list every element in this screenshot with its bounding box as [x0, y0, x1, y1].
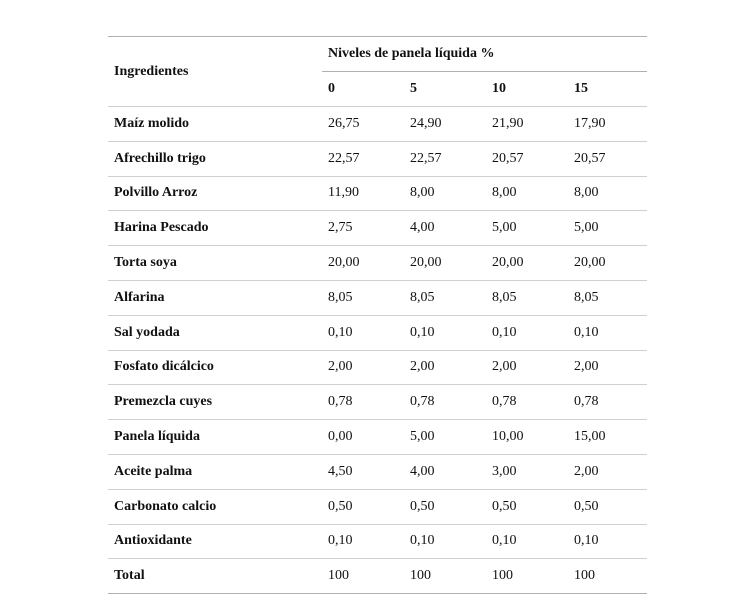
ingredient-value: 0,10 — [568, 315, 647, 350]
ingredient-name: Fosfato dicálcico — [108, 350, 322, 385]
level-header: 15 — [568, 72, 647, 107]
ingredient-name: Afrechillo trigo — [108, 141, 322, 176]
ingredient-value: 0,50 — [568, 489, 647, 524]
ingredient-name: Panela líquida — [108, 420, 322, 455]
ingredient-value: 0,50 — [322, 489, 404, 524]
level-header: 10 — [486, 72, 568, 107]
ingredient-name: Premezcla cuyes — [108, 385, 322, 420]
ingredient-value: 20,57 — [486, 141, 568, 176]
ingredient-value: 0,10 — [568, 524, 647, 559]
ingredient-value: 100 — [486, 559, 568, 594]
table-row — [108, 211, 647, 246]
level-header: 0 — [322, 72, 404, 107]
ingredient-name: Harina Pescado — [108, 211, 322, 246]
ingredients-table — [108, 36, 647, 594]
ingredient-value: 20,00 — [568, 246, 647, 281]
ingredient-value: 20,57 — [568, 141, 647, 176]
ingredient-name: Aceite palma — [108, 454, 322, 489]
ingredient-value: 5,00 — [404, 420, 486, 455]
ingredient-name: Maíz molido — [108, 107, 322, 142]
ingredients-table-container — [108, 36, 647, 594]
ingredient-value: 0,10 — [486, 315, 568, 350]
ingredient-value: 100 — [404, 559, 486, 594]
ingredient-value: 0,10 — [404, 315, 486, 350]
table-row — [108, 350, 647, 385]
ingredient-value: 24,90 — [404, 107, 486, 142]
ingredient-name: Polvillo Arroz — [108, 176, 322, 211]
ingredient-value: 2,00 — [486, 350, 568, 385]
ingredient-value: 8,00 — [486, 176, 568, 211]
ingredient-name: Torta soya — [108, 246, 322, 281]
ingredient-value: 5,00 — [568, 211, 647, 246]
ingredient-value: 8,05 — [568, 280, 647, 315]
ingredient-value: 20,00 — [404, 246, 486, 281]
ingredient-value: 17,90 — [568, 107, 647, 142]
ingredient-value: 0,10 — [322, 524, 404, 559]
ingredient-name: Sal yodada — [108, 315, 322, 350]
levels-header: Niveles de panela líquida % — [322, 37, 647, 72]
table-row — [108, 420, 647, 455]
ingredient-value: 100 — [322, 559, 404, 594]
ingredient-value: 5,00 — [486, 211, 568, 246]
table-row — [108, 176, 647, 211]
ingredient-value: 8,05 — [486, 280, 568, 315]
ingredient-value: 0,10 — [404, 524, 486, 559]
ingredient-value: 22,57 — [322, 141, 404, 176]
table-row — [108, 280, 647, 315]
table-row — [108, 385, 647, 420]
ingredient-value: 15,00 — [568, 420, 647, 455]
ingredient-value: 100 — [568, 559, 647, 594]
ingredient-value: 11,90 — [322, 176, 404, 211]
table-row — [108, 489, 647, 524]
ingredient-name: Total — [108, 559, 322, 594]
table-body — [108, 107, 647, 594]
ingredient-value: 0,10 — [486, 524, 568, 559]
ingredient-value: 0,78 — [404, 385, 486, 420]
ingredient-value: 8,00 — [568, 176, 647, 211]
ingredient-value: 8,05 — [404, 280, 486, 315]
ingredient-value: 0,78 — [322, 385, 404, 420]
table-row — [108, 454, 647, 489]
ingredient-value: 10,00 — [486, 420, 568, 455]
ingredient-value: 2,75 — [322, 211, 404, 246]
ingredient-value: 4,50 — [322, 454, 404, 489]
ingredient-value: 2,00 — [568, 350, 647, 385]
ingredient-value: 0,78 — [486, 385, 568, 420]
ingredient-name: Alfarina — [108, 280, 322, 315]
ingredient-value: 21,90 — [486, 107, 568, 142]
ingredient-value: 8,00 — [404, 176, 486, 211]
table-row — [108, 141, 647, 176]
level-header: 5 — [404, 72, 486, 107]
ingredient-value: 2,00 — [404, 350, 486, 385]
ingredient-name: Carbonato calcio — [108, 489, 322, 524]
ingredient-value: 0,10 — [322, 315, 404, 350]
ingredient-value: 0,00 — [322, 420, 404, 455]
ingredient-value: 20,00 — [322, 246, 404, 281]
table-row — [108, 246, 647, 281]
header-row-levels — [108, 37, 647, 72]
ingredient-value: 4,00 — [404, 454, 486, 489]
ingredient-value: 0,50 — [404, 489, 486, 524]
ingredient-value: 20,00 — [486, 246, 568, 281]
ingredient-value: 8,05 — [322, 280, 404, 315]
ingredients-header: Ingredientes — [108, 37, 322, 107]
ingredient-value: 4,00 — [404, 211, 486, 246]
ingredient-value: 2,00 — [322, 350, 404, 385]
ingredient-value: 2,00 — [568, 454, 647, 489]
table-row — [108, 315, 647, 350]
table-row — [108, 524, 647, 559]
ingredient-name: Antioxidante — [108, 524, 322, 559]
table-row — [108, 107, 647, 142]
ingredient-value: 0,50 — [486, 489, 568, 524]
ingredient-value: 0,78 — [568, 385, 647, 420]
ingredient-value: 22,57 — [404, 141, 486, 176]
ingredient-value: 26,75 — [322, 107, 404, 142]
table-row — [108, 559, 647, 594]
ingredient-value: 3,00 — [486, 454, 568, 489]
